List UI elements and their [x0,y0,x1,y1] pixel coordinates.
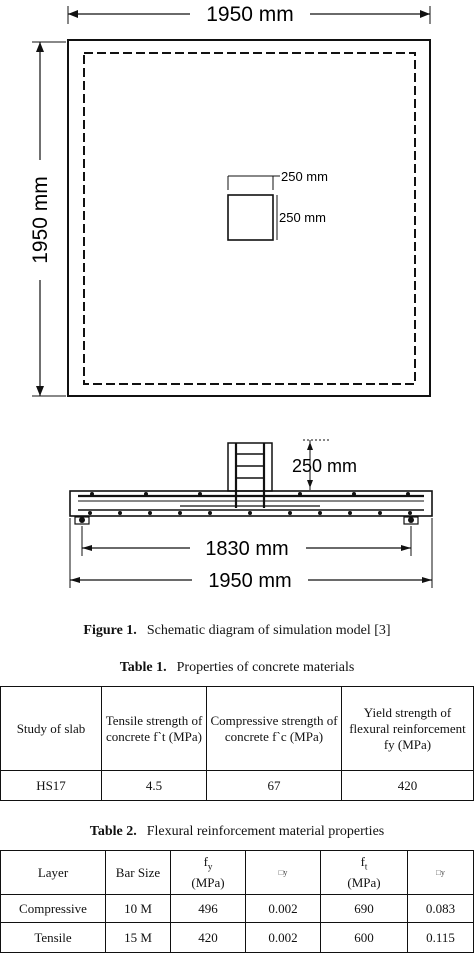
table2-header-row [1,851,474,895]
table2-cell: Tensile [1,923,106,953]
table2-header-layer: Layer [1,851,106,895]
table1-cell: 420 [342,771,474,801]
figure-caption-label: Figure 1. [83,623,137,638]
table1-header-tensile: Tensile strength of concrete f`t (MPa) [102,687,207,771]
column-width-label: 250 mm [281,169,328,184]
table2-cell: 10 M [106,895,171,923]
table2-caption-text: Flexural reinforcement material properties [146,824,385,839]
column-section [228,443,272,491]
ft-subscript: t [364,861,368,872]
table2-caption-label: Table 2. [89,824,137,839]
table1-header-row [1,687,474,771]
table2-cell: 0.083 [408,895,474,923]
table1-caption-text: Properties of concrete materials [176,660,355,675]
table2-header-et: □y [408,851,474,895]
table1-header-study: Study of slab [1,687,102,771]
table2-caption [0,824,474,840]
fy-symbol: f [203,854,208,870]
table1-header-compressive: Compressive strength of concrete f`c (MPa) [207,687,342,771]
table1-header-yield: Yield strength of flexural reinforcement fy (MPa) [342,687,474,771]
table2-cell: 496 [171,895,246,923]
table2-cell: 0.002 [246,895,321,923]
column-plan [228,195,273,240]
table-row [1,895,474,923]
table2-cell: 15 M [106,923,171,953]
slab-plan-outline [68,40,430,396]
total-span-label: 1950 mm [208,570,292,592]
column-section-height-label: 250 mm [292,456,358,476]
table2-header-ft [321,851,408,895]
plan-top-dimension: 1950 mm [206,3,294,26]
reinforcement-properties-table [0,850,474,953]
table1-caption [0,660,474,676]
table2-header-ey: □y [246,851,321,895]
table1-cell: 4.5 [102,771,207,801]
fy-unit: (MPa) [191,874,225,890]
column-height-label: 250 mm [279,210,326,225]
figure-caption [0,623,474,639]
table2-cell: 0.002 [246,923,321,953]
table1-caption-label: Table 1. [119,660,167,675]
table2-header-bar-size: Bar Size [106,851,171,895]
figure-caption-text: Schematic diagram of simulation model [3] [146,623,391,638]
plan-side-dimension: 1950 mm [29,176,52,264]
table2-header-fy [171,851,246,895]
table2-cell: 420 [171,923,246,953]
ft-symbol: f [360,854,365,870]
table2-cell: Compressive [1,895,106,923]
ft-unit: (MPa) [347,874,381,890]
support-span-label: 1830 mm [205,538,289,560]
table2-cell: 690 [321,895,408,923]
table2-cell: 0.115 [408,923,474,953]
concrete-properties-table [0,686,474,801]
table-row [1,771,474,801]
table1-cell: 67 [207,771,342,801]
table2-cell: 600 [321,923,408,953]
table1-cell: HS17 [1,771,102,801]
reinforcement-dashed-outline [84,53,415,384]
table-row [1,923,474,953]
fy-subscript: y [207,861,213,872]
